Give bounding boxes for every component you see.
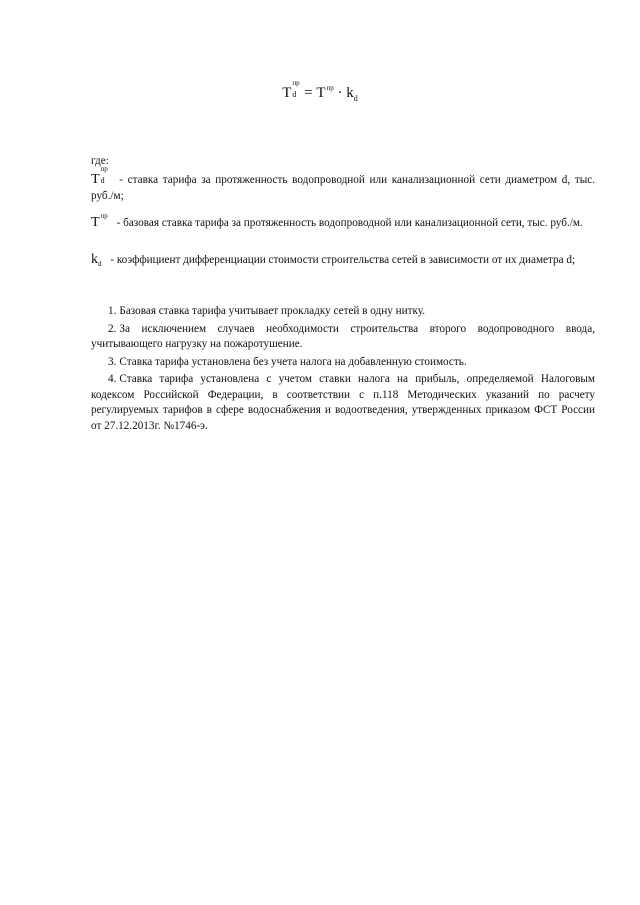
note-number: 3. [108,355,117,368]
formula-rhs [316,83,333,105]
notes-list [91,304,595,436]
tariff-formula [0,79,640,105]
note-item [91,355,595,371]
definition-symbol-main: k [91,252,98,267]
formula-lhs-symbol: T [282,85,292,101]
note-number: 2. [108,322,117,335]
definition-symbol [91,165,109,188]
definition-symbol-subscript: d [100,176,105,185]
definition-symbol-main: T [91,215,100,230]
formula-equals: = [304,85,313,101]
formula-k-symbol: k [346,85,354,101]
definition-symbol [91,252,102,270]
definition-text: - коэффициент дифференциации стоимости строительства сетей в зависимости от их диаметра d; [110,254,576,266]
formula-coefficient [346,83,358,105]
formula-rhs-symbol: T [316,85,326,101]
formula-rhs-superscript: пр [326,84,334,92]
definition-symbol-superscript: пр [100,212,108,220]
formula-lhs-subscript: d [292,90,297,99]
definition-item [91,252,595,270]
note-number: 4. [108,373,117,385]
formula-lhs-indices [291,79,300,99]
note-text: Ставка тарифа установлена с учетом ставки налога на прибыль, определяемой Налоговым кодексом Российской Федерации, в соответствии с п.118 Методических указаний по расчету регулируемых тарифов в сфере водоснабжения и водоотведения, утвержденных приказом ФСТ России от 27.12.2013г. №1746-э. [91,373,595,432]
where-label: где: [91,155,109,167]
formula-lhs [282,79,300,103]
note-text: За исключением случаев необходимости строительства второго водопроводного ввода, учитывающего нагрузку на пожаротушение. [91,322,595,350]
note-text: Базовая ставка тарифа учитывает прокладку сетей в одну нитку. [119,305,426,317]
formula-multiply-dot: · [337,85,343,101]
note-text: Ставка тарифа установлена без учета налога на добавленную стоимость. [119,355,467,368]
definition-item [91,212,595,233]
formula-lhs-superscript: пр [292,79,300,87]
formula-k-subscript: d [353,94,358,103]
definition-text: - базовая ставка тарифа за протяженность водопроводной или канализационной сети, тыс. руб./м. [116,217,583,229]
definition-text: - ставка тарифа за протяженность водопроводной или канализационной сети диаметром d, тыс. руб./м; [91,174,596,202]
definition-symbol-subscript: d [98,260,102,268]
note-item [91,322,595,353]
note-item [91,304,595,320]
definition-symbol [91,212,108,233]
note-item [91,372,595,434]
definition-item [91,165,596,204]
definition-symbol-main: T [91,172,100,187]
definition-symbol-indices [100,165,109,185]
note-number: 1. [108,305,117,317]
definition-symbol-superscript: пр [100,165,108,173]
